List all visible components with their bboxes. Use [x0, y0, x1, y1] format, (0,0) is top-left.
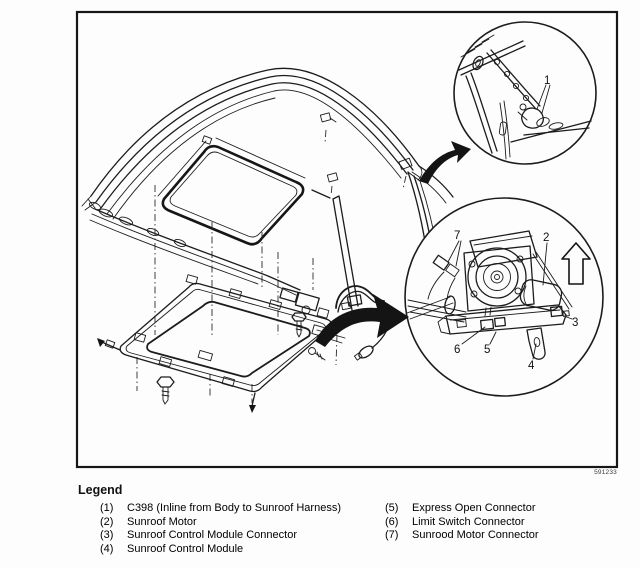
legend-item-label: Sunroof Motor: [127, 515, 197, 528]
legend-item-1: [100, 502, 400, 516]
mounting-bolt: [157, 377, 174, 404]
legend-item-5: [385, 502, 620, 516]
legend-item-number: (6): [385, 515, 399, 528]
legend-item-label: Limit Switch Connector: [412, 515, 525, 528]
legend-item-2: [100, 516, 400, 530]
legend-item-label: Express Open Connector: [412, 502, 536, 514]
legend-item-number: (4): [100, 542, 114, 555]
legend-item-number: (5): [385, 502, 399, 514]
legend-item-number: (7): [385, 529, 399, 541]
legend-item-3: [100, 529, 400, 543]
sunroof-opening: [158, 136, 305, 244]
legend-item-4: [100, 543, 400, 557]
roof-rail: [82, 68, 453, 219]
sunroof-module-drawing: [97, 185, 391, 413]
callout-2: 2: [543, 232, 550, 244]
legend-title: Legend: [78, 483, 123, 497]
callout-4: 4: [528, 360, 535, 372]
legend-item-number: (3): [100, 529, 114, 541]
legend-item-number: (1): [100, 502, 114, 514]
legend-item-7: [385, 529, 620, 543]
legend-item-label: Sunroof Control Module: [127, 542, 244, 555]
callout-7: 7: [454, 230, 461, 242]
motor-inset: [405, 198, 603, 396]
callout-3: 3: [572, 317, 579, 329]
legend-item-label: C398 (Inline from Body to Sunroof Harness): [127, 502, 341, 514]
pillar-inset: [454, 22, 596, 164]
legend-right-column: [385, 502, 620, 543]
legend-item-label: Sunrood Motor Connector: [412, 529, 539, 541]
legend-item-6: [385, 516, 620, 530]
figure-number: 591233: [594, 469, 617, 476]
callout-1: 1: [544, 75, 551, 87]
car-roof-drawing: [82, 68, 453, 310]
pillar-inset-circle: [454, 22, 596, 164]
legend-item-label: Sunroof Control Module Connector: [127, 529, 297, 541]
callout-6: 6: [454, 344, 461, 356]
legend-item-number: (2): [100, 515, 114, 528]
curved-arrow-to-pillar-inset-icon: [419, 141, 471, 184]
module-frame: [97, 275, 331, 413]
legend-left-column: [100, 502, 400, 556]
callout-5: 5: [484, 344, 491, 356]
